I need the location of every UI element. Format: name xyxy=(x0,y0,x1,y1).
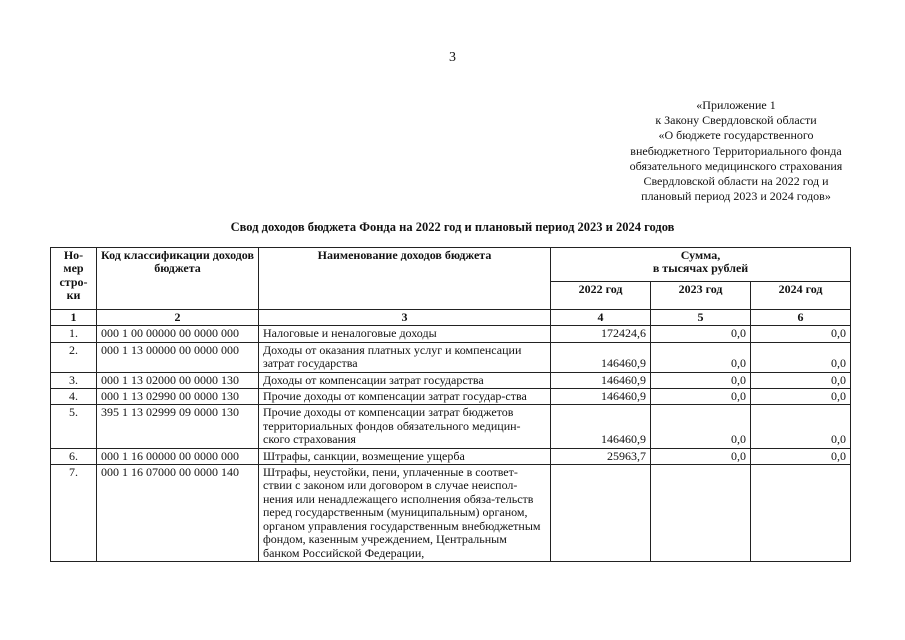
row-value-2022 xyxy=(551,465,651,562)
row-name: Штрафы, неустойки, пени, уплаченные в соответ-ствии с законом или договором в случае неиспол-нения или ненадлежащего исполнения обяза-тельств перед государственным (муниципальным) органом, органом управления государственным внебюджетным фондом, казенным учреждением, Центральным банком Российской Федерации, xyxy=(259,465,551,562)
appendix-line: Свердловской области на 2022 год и xyxy=(643,174,829,189)
column-numbers-row xyxy=(51,310,851,326)
row-value-2023: 0,0 xyxy=(651,448,751,464)
row-value-2024: 0,0 xyxy=(751,405,851,448)
header-name: Наименование доходов бюджета xyxy=(259,248,551,310)
table-row xyxy=(51,405,851,448)
appendix-line: обязательного медицинского страхования xyxy=(629,158,843,173)
row-code: 395 1 13 02999 09 0000 130 xyxy=(97,405,259,448)
header-2022: 2022 год xyxy=(551,282,651,310)
row-value-2024: 0,0 xyxy=(751,342,851,372)
row-value-2023: 0,0 xyxy=(651,389,751,405)
row-code: 000 1 13 00000 00 0000 000 xyxy=(97,342,259,372)
row-value-2022: 146460,9 xyxy=(551,342,651,372)
column-number: 1 xyxy=(51,310,97,326)
table-row xyxy=(51,465,851,562)
row-value-2023 xyxy=(651,465,751,562)
row-value-2024: 0,0 xyxy=(751,448,851,464)
row-number: 4. xyxy=(51,389,97,405)
column-number: 6 xyxy=(751,310,851,326)
row-code: 000 1 00 00000 00 0000 000 xyxy=(97,326,259,342)
row-number: 2. xyxy=(51,342,97,372)
document-title: Свод доходов бюджета Фонда на 2022 год и плановый период 2023 и 2024 годов xyxy=(230,220,675,234)
row-value-2022: 146460,9 xyxy=(551,389,651,405)
column-number: 3 xyxy=(259,310,551,326)
header-2023: 2023 год xyxy=(651,282,751,310)
row-name: Налоговые и неналоговые доходы xyxy=(259,326,551,342)
row-value-2023: 0,0 xyxy=(651,405,751,448)
row-number: 7. xyxy=(51,465,97,562)
row-value-2023: 0,0 xyxy=(651,372,751,388)
appendix-line: внебюджетного Территориального фонда xyxy=(630,143,842,158)
column-number: 4 xyxy=(551,310,651,326)
row-code: 000 1 13 02990 00 0000 130 xyxy=(97,389,259,405)
row-value-2024: 0,0 xyxy=(751,389,851,405)
table-row xyxy=(51,372,851,388)
appendix-line: «О бюджете государственного xyxy=(658,128,814,143)
row-value-2024: 0,0 xyxy=(751,372,851,388)
row-name: Доходы от оказания платных услуг и компенсации затрат государства xyxy=(259,342,551,372)
row-value-2023: 0,0 xyxy=(651,326,751,342)
header-sum-line2: в тысячах рублей xyxy=(652,261,749,276)
row-code: 000 1 16 00000 00 0000 000 xyxy=(97,448,259,464)
row-value-2022: 146460,9 xyxy=(551,372,651,388)
revenue-table xyxy=(50,247,851,562)
appendix-line: плановый период 2023 и 2024 годов» xyxy=(641,189,831,204)
row-number: 6. xyxy=(51,448,97,464)
table-row xyxy=(51,342,851,372)
table-row xyxy=(51,326,851,342)
row-value-2023: 0,0 xyxy=(651,342,751,372)
table-row xyxy=(51,389,851,405)
row-number: 5. xyxy=(51,405,97,448)
column-number: 5 xyxy=(651,310,751,326)
row-name: Прочие доходы от компенсации затрат государ-ства xyxy=(259,389,551,405)
table-row xyxy=(51,448,851,464)
row-value-2022: 172424,6 xyxy=(551,326,651,342)
row-number: 3. xyxy=(51,372,97,388)
row-value-2022: 146460,9 xyxy=(551,405,651,448)
row-code: 000 1 16 07000 00 0000 140 xyxy=(97,465,259,562)
appendix-line: «Приложение 1 xyxy=(696,98,776,112)
row-number: 1. xyxy=(51,326,97,342)
row-value-2024: 0,0 xyxy=(751,326,851,342)
header-sum-line1: Сумма, xyxy=(680,248,721,262)
row-name: Штрафы, санкции, возмещение ущерба xyxy=(259,448,551,464)
row-name: Доходы от компенсации затрат государства xyxy=(259,372,551,388)
page-number: 3 xyxy=(449,50,456,65)
row-name: Прочие доходы от компенсации затрат бюджетов территориальных фондов обязательного медицин-ского страхования xyxy=(259,405,551,448)
header-row-number: Но-мер стро-ки xyxy=(51,248,97,310)
row-code: 000 1 13 02000 00 0000 130 xyxy=(97,372,259,388)
appendix-note xyxy=(600,98,872,204)
appendix-line: к Закону Свердловской области xyxy=(655,113,817,128)
column-number: 2 xyxy=(97,310,259,326)
header-2024: 2024 год xyxy=(751,282,851,310)
header-sum xyxy=(551,248,851,282)
row-value-2022: 25963,7 xyxy=(551,448,651,464)
row-value-2024 xyxy=(751,465,851,562)
header-code: Код классификации доходов бюджета xyxy=(97,248,259,310)
